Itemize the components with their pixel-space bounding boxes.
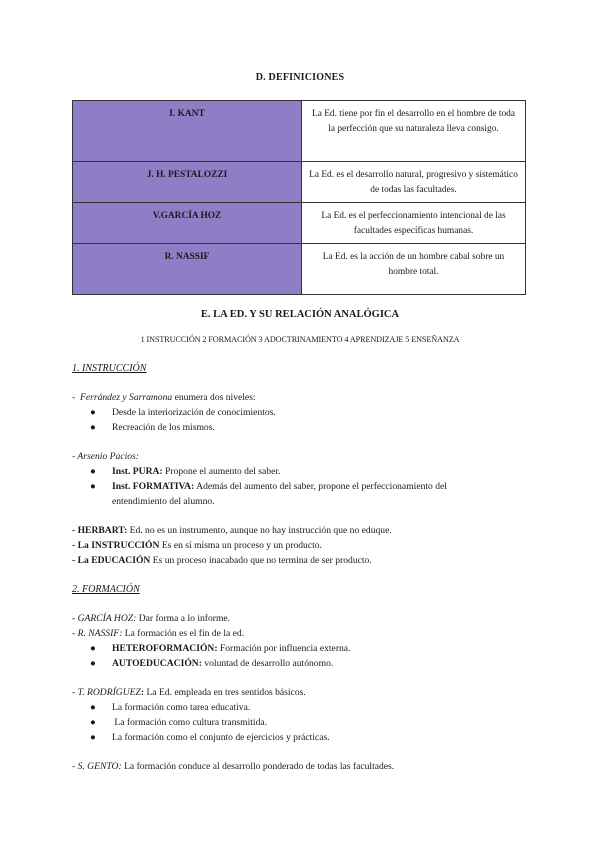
list-item bbox=[90, 732, 330, 743]
bullet-dot-icon: ● bbox=[90, 407, 96, 418]
author-name: - GARCÍA HOZ: bbox=[72, 613, 137, 624]
list-item bbox=[90, 466, 280, 477]
table-row bbox=[73, 162, 526, 203]
line-text: Ed. no es un instrumento, aunque no hay instrucción que no eduque. bbox=[127, 525, 392, 536]
list-item-text: Recreación de los mismos. bbox=[112, 422, 215, 433]
list-item-text: Formación por influencia externa. bbox=[217, 643, 351, 654]
garcia-line bbox=[72, 613, 230, 624]
term: HETEROFORMACIÓN: bbox=[112, 643, 218, 654]
bullet-dot-icon: ● bbox=[90, 702, 96, 713]
list-item-text: Desde la interiorización de conocimientos. bbox=[112, 407, 276, 418]
educacion-def-line bbox=[72, 555, 372, 566]
term: Inst. FORMATIVA: bbox=[112, 481, 195, 492]
author-cell: V.GARCÍA HOZ bbox=[73, 203, 302, 244]
list-item bbox=[90, 717, 267, 728]
list-item bbox=[90, 643, 350, 654]
instruccion-def-line bbox=[72, 540, 322, 551]
list-item bbox=[90, 702, 250, 713]
line-text: Es un proceso inacabado que no termina de ser producto. bbox=[150, 555, 372, 566]
term: - La EDUCACIÓN bbox=[72, 555, 151, 566]
section-d-title: D. DEFINICIONES bbox=[255, 72, 345, 83]
list-item bbox=[90, 481, 447, 492]
table-row bbox=[73, 244, 526, 295]
bullet-dot-icon: ● bbox=[90, 732, 96, 743]
definition-cell: La Ed. es el perfeccionamiento intencional de las facultades específicas humanas. bbox=[302, 203, 526, 244]
ferrandez-line bbox=[72, 392, 256, 403]
gento-line bbox=[72, 761, 394, 772]
author-name: - T. RODRÍGUEZ bbox=[72, 687, 141, 698]
line-text: La formación es el fin de la ed. bbox=[122, 628, 245, 639]
instruccion-heading: 1. INSTRUCCIÓN bbox=[72, 363, 147, 374]
list-item-text: La formación como cultura transmitida. bbox=[112, 717, 268, 728]
list-item-text: Propone el aumento del saber. bbox=[162, 466, 281, 477]
bullet-dot-icon: ● bbox=[90, 717, 96, 728]
rodriguez-line bbox=[72, 687, 306, 698]
list-item-text: La formación como tarea educativa. bbox=[112, 702, 251, 713]
author-name: - S. GENTO: bbox=[72, 761, 122, 772]
list-item bbox=[90, 407, 276, 418]
list-item-text: Además del aumento del saber, propone el perfeccionamiento del bbox=[194, 481, 447, 492]
bullet-dot-icon: ● bbox=[90, 481, 96, 492]
term: Inst. PURA: bbox=[112, 466, 163, 477]
author-cell: I. KANT bbox=[73, 101, 302, 162]
definition-cell: La Ed. tiene por fin el desarrollo en el hombre de toda la perfección que su naturaleza lleva consigo. bbox=[302, 101, 526, 162]
bullet-dot-icon: ● bbox=[90, 643, 96, 654]
dash: - bbox=[72, 392, 76, 403]
author-name: - HERBART: bbox=[72, 525, 128, 536]
list-item bbox=[90, 422, 215, 433]
nassif-line bbox=[72, 628, 244, 639]
author-name: - R. NASSIF: bbox=[72, 628, 123, 639]
list-item-text: La formación como el conjunto de ejercicios y prácticas. bbox=[112, 732, 330, 743]
line-text: enumera dos niveles: bbox=[172, 392, 256, 403]
line-text: La formación conduce al desarrollo ponderado de todas las facultades. bbox=[121, 761, 395, 772]
author-cell: R. NASSIF bbox=[73, 244, 302, 295]
bullet-dot-icon: ● bbox=[90, 466, 96, 477]
term: - La INSTRUCCIÓN bbox=[72, 540, 160, 551]
definitions-table bbox=[72, 100, 526, 295]
list-item bbox=[90, 658, 333, 669]
term: AUTOEDUCACIÓN: bbox=[112, 658, 202, 669]
line-text: Es en sí misma un proceso y un producto. bbox=[159, 540, 322, 551]
herbart-line bbox=[72, 525, 392, 536]
bullet-dot-icon: ● bbox=[90, 422, 96, 433]
definition-cell: La Ed. es la acción de un hombre cabal sobre un hombre total. bbox=[302, 244, 526, 295]
list-item-continuation: entendimiento del alumno. bbox=[112, 496, 215, 507]
arsenio-line: - Arsenio Pacios: bbox=[72, 451, 139, 462]
list-item-text: voluntad de desarrollo autónomo. bbox=[201, 658, 334, 669]
formacion-heading: 2. FORMACIÓN bbox=[72, 584, 140, 595]
section-e-title: E. LA ED. Y SU RELACIÓN ANALÓGICA bbox=[200, 309, 400, 320]
section-e-subtitle: 1 INSTRUCCIÓN 2 FORMACIÓN 3 ADOCTRINAMIENTO 4 APRENDIZAJE 5 ENSEÑANZA bbox=[140, 335, 460, 344]
colon: : bbox=[140, 687, 145, 698]
table-row bbox=[73, 203, 526, 244]
author-name: Ferrández y Sarramona bbox=[80, 392, 173, 403]
author-cell: J. H. PESTALOZZI bbox=[73, 162, 302, 203]
table-row bbox=[73, 101, 526, 162]
line-text: Dar forma a lo informe. bbox=[136, 613, 231, 624]
definition-cell: La Ed. es el desarrollo natural, progresivo y sistemático de todas las facultades. bbox=[302, 162, 526, 203]
bullet-dot-icon: ● bbox=[90, 658, 96, 669]
line-text: La Ed. empleada en tres sentidos básicos. bbox=[144, 687, 306, 698]
